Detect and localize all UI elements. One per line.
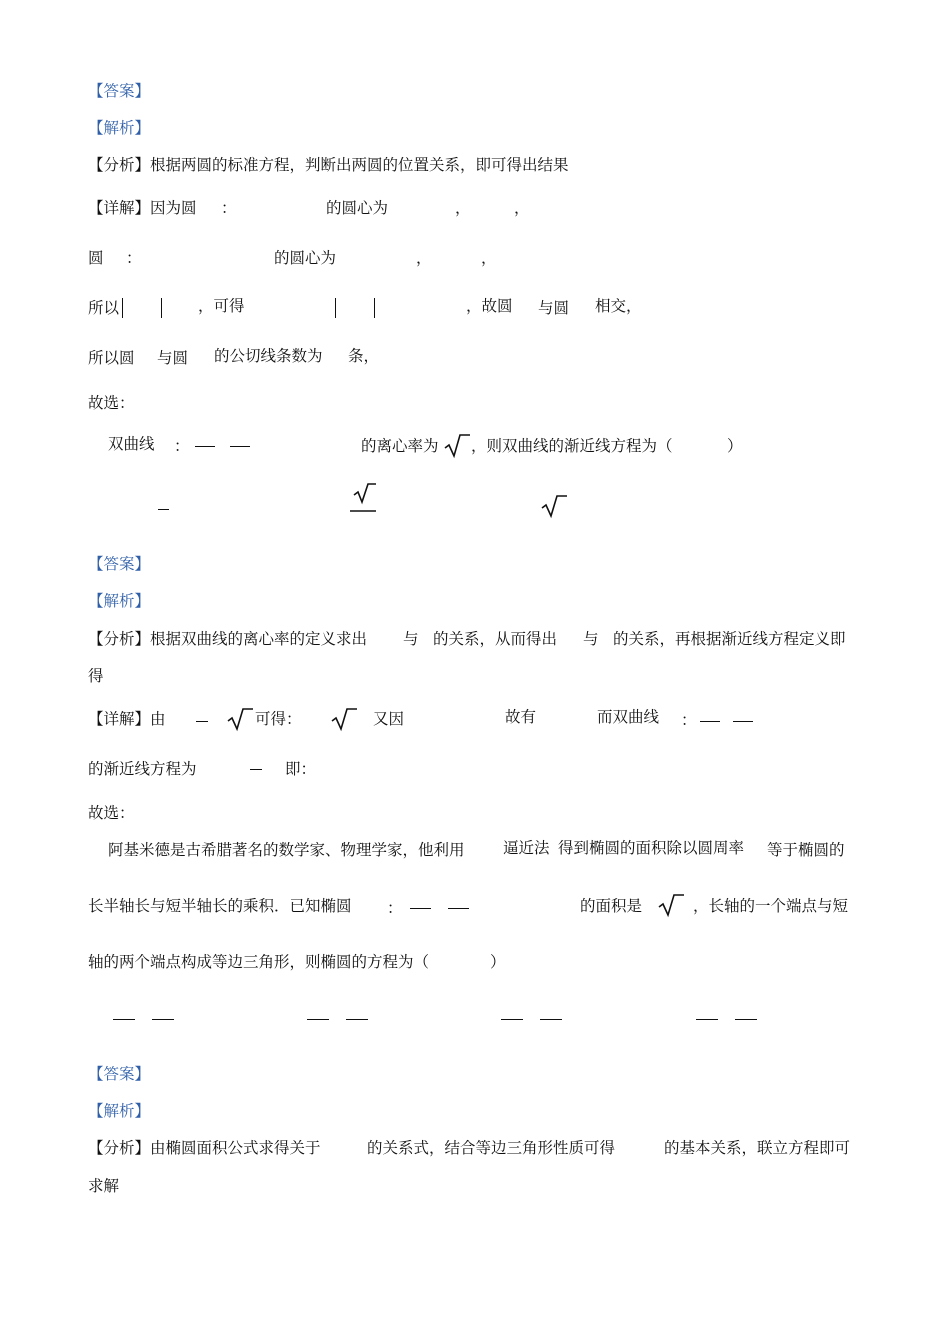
answer-label: 【答案】 bbox=[88, 555, 151, 573]
text: 等于椭圆的 bbox=[767, 841, 845, 859]
text: 的关系，再根据渐近线方程定义即 bbox=[613, 630, 846, 648]
text: 与圆 bbox=[538, 299, 570, 317]
text: 的圆心为 bbox=[326, 199, 389, 217]
text: 得 bbox=[88, 667, 104, 685]
option-fraction-bar bbox=[735, 1019, 757, 1020]
text: 逼近法 bbox=[503, 839, 550, 857]
fraction-bar bbox=[733, 721, 753, 722]
sqrt-symbol bbox=[541, 494, 567, 520]
sqrt-symbol bbox=[349, 483, 377, 517]
detail-line-4: 所以圆 bbox=[88, 349, 135, 367]
analysis-heading: 【分析】根据双曲线的离心率的定义求出 bbox=[88, 630, 368, 648]
text: ，长轴的一个端点与短 bbox=[693, 897, 849, 915]
detail-line: 的渐近线方程为 bbox=[88, 760, 197, 778]
analysis-label: 【解析】 bbox=[88, 119, 151, 137]
sqrt-symbol bbox=[227, 707, 253, 733]
analysis-heading: 【分析】由椭圆面积公式求得关于 bbox=[88, 1139, 321, 1157]
option-fraction-bar bbox=[152, 1019, 174, 1020]
text: ，故圆 bbox=[466, 297, 513, 315]
text: 与 bbox=[583, 630, 599, 648]
fraction-bar bbox=[410, 908, 431, 909]
question-stem: 阿基米德是古希腊著名的数学家、物理学家，他利用 bbox=[108, 841, 465, 859]
abs-bar bbox=[161, 298, 162, 318]
abs-bar bbox=[122, 298, 123, 318]
abs-bar bbox=[374, 298, 375, 318]
comma: ， bbox=[481, 249, 497, 267]
text: ，则双曲线的渐近线方程为（ bbox=[471, 437, 673, 455]
option-fraction-bar bbox=[346, 1019, 368, 1020]
text: 得到椭圆的面积除以圆周率 bbox=[558, 839, 745, 857]
fraction-bar bbox=[448, 908, 469, 909]
fraction-bar bbox=[250, 769, 262, 770]
choice-label: 故选： bbox=[88, 394, 135, 412]
question-stem: 双曲线 bbox=[108, 435, 155, 453]
text: 的面积是 bbox=[580, 897, 643, 915]
analysis-heading: 【分析】根据两圆的标准方程，判断出两圆的位置关系，即可得出结果 bbox=[88, 156, 569, 174]
sqrt-symbol bbox=[444, 433, 470, 459]
detail-line-2: 圆 bbox=[88, 249, 104, 267]
fraction-bar bbox=[700, 721, 720, 722]
option-fraction-bar bbox=[540, 1019, 562, 1020]
text: 求解 bbox=[88, 1177, 120, 1195]
comma: ， bbox=[416, 249, 432, 267]
colon: ： bbox=[174, 437, 190, 455]
option-fraction-bar bbox=[501, 1019, 523, 1020]
option-fraction-bar bbox=[696, 1019, 718, 1020]
detail-line: 【详解】由 bbox=[88, 710, 166, 728]
text: ，可得 bbox=[198, 297, 245, 315]
sqrt-symbol bbox=[658, 893, 684, 919]
text: 的离心率为 bbox=[361, 437, 439, 455]
sqrt-symbol bbox=[331, 707, 357, 733]
answer-label: 【答案】 bbox=[88, 1065, 151, 1083]
colon: ： bbox=[126, 249, 142, 267]
text: 可得： bbox=[255, 710, 302, 728]
analysis-label: 【解析】 bbox=[88, 592, 151, 610]
paren-close: ） bbox=[727, 437, 743, 455]
colon: ： bbox=[681, 711, 697, 729]
abs-bar bbox=[335, 298, 336, 318]
comma: ， bbox=[514, 199, 530, 217]
text: 与圆 bbox=[157, 349, 189, 367]
text: 故有 bbox=[505, 708, 537, 726]
fraction-bar bbox=[230, 446, 250, 447]
text: 的关系，从而得出 bbox=[433, 630, 558, 648]
text: 又因 bbox=[373, 710, 405, 728]
text: 条， bbox=[348, 347, 380, 365]
fraction-bar bbox=[196, 721, 208, 722]
text: 与 bbox=[403, 630, 419, 648]
choice-label: 故选： bbox=[88, 804, 135, 822]
text: 的公切线条数为 bbox=[214, 347, 323, 365]
option-fraction-bar bbox=[307, 1019, 329, 1020]
question-stem: 轴的两个端点构成等边三角形，则椭圆的方程为（ bbox=[88, 953, 430, 971]
text: 的基本关系，联立方程即可 bbox=[664, 1139, 851, 1157]
option-fraction-bar bbox=[158, 509, 169, 510]
text: 即： bbox=[285, 760, 317, 778]
comma: ， bbox=[455, 199, 471, 217]
analysis-label: 【解析】 bbox=[88, 1102, 151, 1120]
colon: ： bbox=[221, 199, 237, 217]
fraction-bar bbox=[195, 446, 215, 447]
answer-label: 【答案】 bbox=[88, 82, 151, 100]
text: 的关系式，结合等边三角形性质可得 bbox=[367, 1139, 616, 1157]
colon: ： bbox=[387, 899, 403, 917]
paren-close: ） bbox=[490, 953, 506, 971]
detail-line-3: 所以 bbox=[88, 299, 120, 317]
option-fraction-bar bbox=[113, 1019, 135, 1020]
question-stem: 长半轴长与短半轴长的乘积．已知椭圆 bbox=[88, 897, 352, 915]
detail-line-1: 【详解】因为圆 bbox=[88, 199, 197, 217]
text: 而双曲线 bbox=[597, 708, 660, 726]
text: 相交， bbox=[595, 297, 642, 315]
text: 的圆心为 bbox=[274, 249, 337, 267]
